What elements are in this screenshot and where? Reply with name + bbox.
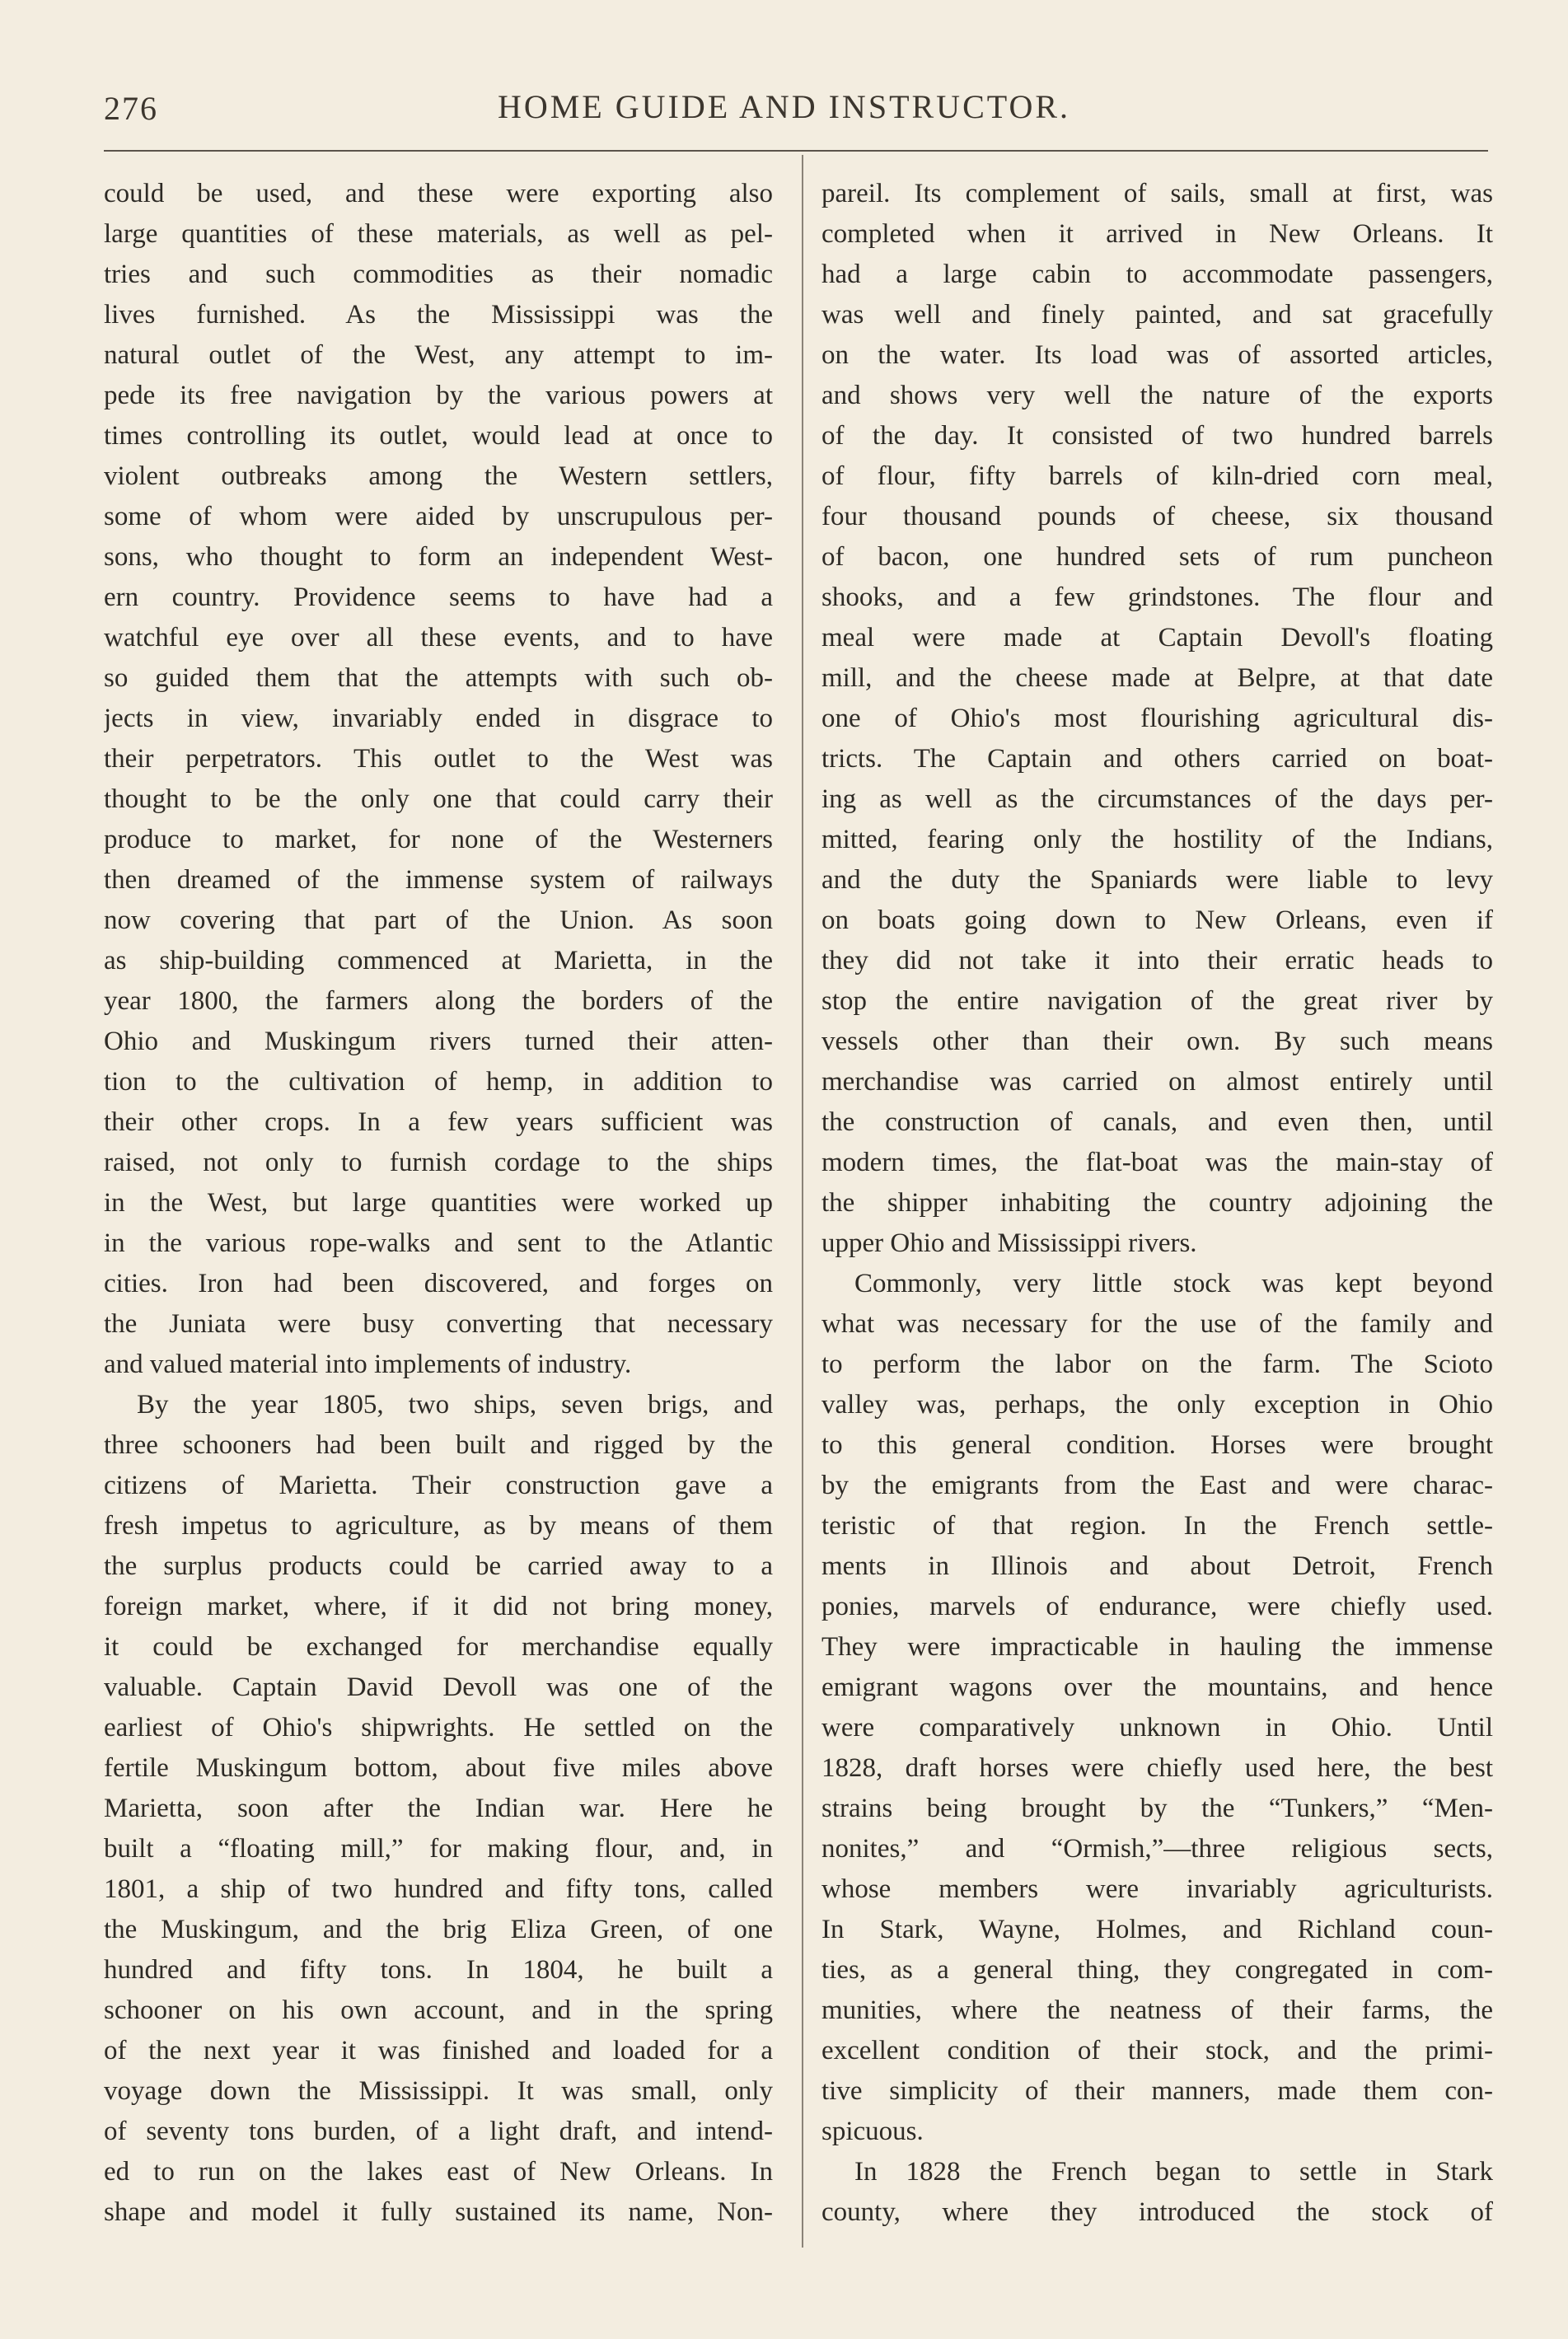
text-line: thought to be the only one that could carry their [104, 784, 773, 814]
running-head: HOME GUIDE AND INSTRUCTOR. [497, 88, 1071, 125]
text-line: In Stark, Wayne, Holmes, and Richland coun- [821, 1915, 1493, 1944]
text-line: by the emigrants from the East and were charac- [821, 1471, 1493, 1500]
text-line: then dreamed of the immense system of railways [104, 865, 773, 895]
text-line: what was necessary for the use of the family and [821, 1309, 1493, 1339]
text-line: so guided them that the attempts with such ob- [104, 663, 773, 693]
text-line: and valued material into implements of industry. [104, 1350, 632, 1379]
text-line: as ship-building commenced at Marietta, in the [104, 946, 773, 975]
text-line: of flour, fifty barrels of kiln-dried corn meal, [821, 461, 1493, 491]
text-line: 1801, a ship of two hundred and fifty tons, called [104, 1874, 773, 1904]
text-line: in the West, but large quantities were worked up [104, 1188, 773, 1218]
text-line: valley was, perhaps, the only exception in Ohio [821, 1390, 1493, 1420]
text-line: ing as well as the circumstances of the days per- [821, 784, 1493, 814]
text-line: By the year 1805, two ships, seven brigs, and [137, 1390, 773, 1420]
text-line: one of Ohio's most flourishing agricultural dis- [821, 704, 1493, 733]
text-line: excellent condition of their stock, and the primi- [821, 2036, 1493, 2065]
text-line: tricts. The Captain and others carried on boat- [821, 744, 1493, 774]
text-line: sons, who thought to form an independent West- [104, 542, 773, 572]
text-line: Ohio and Muskingum rivers turned their atten- [104, 1027, 773, 1056]
text-line: tion to the cultivation of hemp, in addition to [104, 1067, 773, 1097]
page-number: 276 [104, 90, 158, 127]
text-line: schooner on his own account, and in the spring [104, 1995, 773, 2025]
text-line: foreign market, where, if it did not bring money, [104, 1592, 773, 1621]
text-line: mitted, fearing only the hostility of the Indians, [821, 825, 1493, 854]
text-line: Marietta, soon after the Indian war. Here he [104, 1794, 773, 1823]
text-line: had a large cabin to accommodate passengers, [821, 260, 1493, 289]
text-line: upper Ohio and Mississippi rivers. [821, 1228, 1197, 1258]
text-line: could be used, and these were exporting also [104, 179, 773, 208]
text-line: strains being brought by the “Tunkers,” “Men- [821, 1794, 1493, 1823]
text-line: tive simplicity of their manners, made them con- [821, 2076, 1493, 2106]
text-line: three schooners had been built and rigged by the [104, 1430, 773, 1460]
text-line: teristic of that region. In the French settle- [821, 1511, 1493, 1541]
text-line: now covering that part of the Union. As soon [104, 905, 773, 935]
column-divider [802, 155, 803, 2248]
text-line: mill, and the cheese made at Belpre, at that date [821, 663, 1493, 693]
text-line: stop the entire navigation of the great river by [821, 986, 1493, 1016]
text-line: the Muskingum, and the brig Eliza Green, of one [104, 1915, 773, 1944]
text-line: completed when it arrived in New Orleans. It [821, 219, 1493, 249]
text-line: spicuous. [821, 2117, 924, 2146]
text-line: They were impracticable in hauling the immense [821, 1632, 1493, 1662]
text-line: their other crops. In a few years sufficient was [104, 1107, 773, 1137]
text-line: munities, where the neatness of their farms, the [821, 1995, 1493, 2025]
left-column [104, 174, 773, 2233]
text-line: fertile Muskingum bottom, about five miles above [104, 1753, 773, 1783]
text-line: produce to market, for none of the Westerners [104, 825, 773, 854]
text-line: of seventy tons burden, of a light draft, and intend- [104, 2117, 773, 2146]
text-line: earliest of Ohio's shipwrights. He settled on the [104, 1713, 773, 1743]
text-line: tries and such commodities as their nomadic [104, 260, 773, 289]
text-line: ponies, marvels of endurance, were chiefly used. [821, 1592, 1493, 1621]
text-line: ed to run on the lakes east of New Orleans. In [104, 2157, 773, 2187]
text-line: on boats going down to New Orleans, even if [821, 905, 1493, 935]
text-line: watchful eye over all these events, and to have [104, 623, 773, 653]
text-line: large quantities of these materials, as well as pel- [104, 219, 773, 249]
text-line: the Juniata were busy converting that necessary [104, 1309, 773, 1339]
text-line: raised, not only to furnish cordage to the ships [104, 1148, 773, 1177]
text-line: voyage down the Mississippi. It was small, only [104, 2076, 773, 2106]
text-line: to this general condition. Horses were brought [821, 1430, 1493, 1460]
text-line: whose members were invariably agriculturists. [821, 1874, 1493, 1904]
text-line: shooks, and a few grindstones. The flour and [821, 582, 1493, 612]
text-line: the construction of canals, and even then, until [821, 1107, 1493, 1137]
text-line: ern country. Providence seems to have had a [104, 582, 773, 612]
text-line: nonites,” and “Ormish,”—three religious sects, [821, 1834, 1493, 1864]
text-line: ments in Illinois and about Detroit, French [821, 1551, 1493, 1581]
text-line: natural outlet of the West, any attempt to im- [104, 340, 773, 370]
text-line: and shows very well the nature of the exports [821, 381, 1493, 410]
text-line: some of whom were aided by unscrupulous per- [104, 502, 773, 531]
text-line: county, where they introduced the stock of [821, 2197, 1493, 2227]
text-line: on the water. Its load was of assorted articles, [821, 340, 1493, 370]
text-line: Commonly, very little stock was kept beyond [854, 1269, 1493, 1298]
text-line: and the duty the Spaniards were liable to levy [821, 865, 1493, 895]
text-line: was well and finely painted, and sat gracefully [821, 300, 1493, 330]
header-rule [104, 150, 1488, 152]
text-line: of the next year it was finished and loaded for a [104, 2036, 773, 2065]
text-line: it could be exchanged for merchandise equally [104, 1632, 773, 1662]
text-line: in the various rope-walks and sent to the Atlantic [104, 1228, 773, 1258]
text-line: lives furnished. As the Mississippi was the [104, 300, 773, 330]
text-line: violent outbreaks among the Western settlers, [104, 461, 773, 491]
text-line: were comparatively unknown in Ohio. Until [821, 1713, 1493, 1743]
text-line: cities. Iron had been discovered, and forges on [104, 1269, 773, 1298]
text-line: times controlling its outlet, would lead at once to [104, 421, 773, 451]
text-line: fresh impetus to agriculture, as by means of them [104, 1511, 773, 1541]
text-line: 1828, draft horses were chiefly used here, the best [821, 1753, 1493, 1783]
text-line: to perform the labor on the farm. The Scioto [821, 1350, 1493, 1379]
text-line: pareil. Its complement of sails, small at first, was [821, 179, 1493, 208]
text-line: four thousand pounds of cheese, six thousand [821, 502, 1493, 531]
text-line: they did not take it into their erratic heads to [821, 946, 1493, 975]
text-line: modern times, the flat-boat was the main-stay of [821, 1148, 1493, 1177]
text-line: vessels other than their own. By such means [821, 1027, 1493, 1056]
text-line: built a “floating mill,” for making flour, and, in [104, 1834, 773, 1864]
text-line: of the day. It consisted of two hundred barrels [821, 421, 1493, 451]
text-line: citizens of Marietta. Their construction gave a [104, 1471, 773, 1500]
text-line: of bacon, one hundred sets of rum puncheon [821, 542, 1493, 572]
text-line: In 1828 the French began to settle in Stark [854, 2157, 1493, 2187]
text-line: hundred and fifty tons. In 1804, he built a [104, 1955, 773, 1985]
text-line: emigrant wagons over the mountains, and hence [821, 1672, 1493, 1702]
text-line: valuable. Captain David Devoll was one of the [104, 1672, 773, 1702]
text-line: the surplus products could be carried away to a [104, 1551, 773, 1581]
text-line: jects in view, invariably ended in disgrace to [104, 704, 773, 733]
text-line: pede its free navigation by the various powers at [104, 381, 773, 410]
text-line: ties, as a general thing, they congregated in com- [821, 1955, 1493, 1985]
text-line: shape and model it fully sustained its name, Non- [104, 2197, 773, 2227]
text-line: their perpetrators. This outlet to the West was [104, 744, 773, 774]
text-line: the shipper inhabiting the country adjoining the [821, 1188, 1493, 1218]
right-column [821, 174, 1493, 2233]
text-line: year 1800, the farmers along the borders of the [104, 986, 773, 1016]
text-line: merchandise was carried on almost entirely until [821, 1067, 1493, 1097]
text-line: meal were made at Captain Devoll's floating [821, 623, 1493, 653]
